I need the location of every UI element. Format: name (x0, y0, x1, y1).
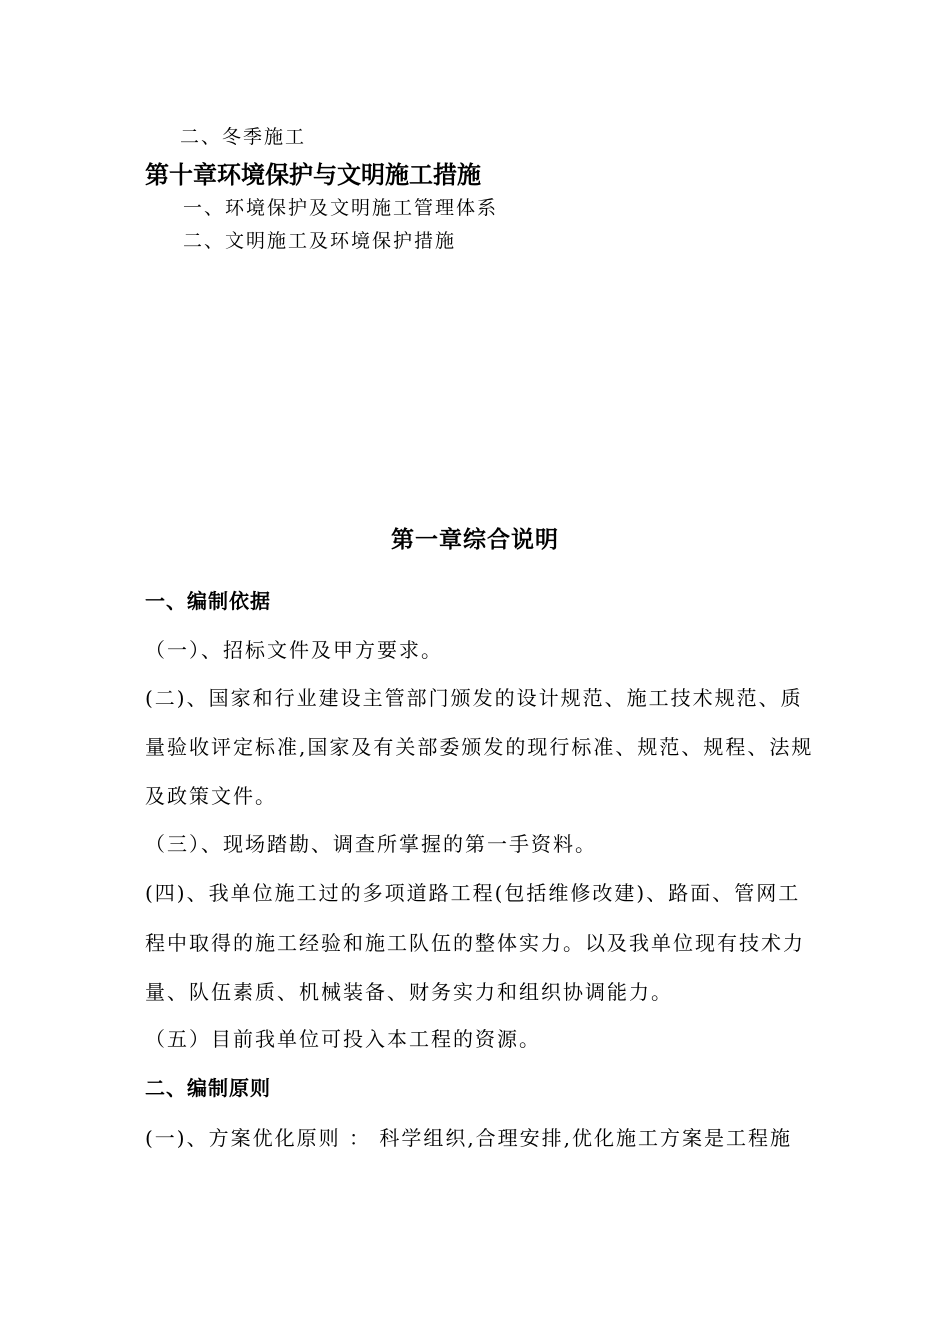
toc-chapter-10-item-1: 一、环境保护及文明施工管理体系 (183, 197, 499, 219)
toc-chapter-10: 第十章环境保护与文明施工措施 (145, 161, 481, 189)
toc-chapter-10-item-2: 二、文明施工及环境保护措施 (183, 230, 457, 252)
paragraph-basis-3: （三）、现场踏勘、调查所掌握的第一手资料。 (145, 832, 597, 856)
paragraph-principles-1-line-1: (一)、方案优化原则 ： 科学组织,合理安排,优化施工方案是工程施 (145, 1126, 793, 1150)
paragraph-basis-4-line-3: 量、队伍素质、机械装备、财务实力和组织协调能力。 (145, 980, 673, 1004)
chapter-title: 第一章综合说明 (391, 527, 559, 553)
section-heading-principles: 二、编制原则 (145, 1076, 271, 1100)
paragraph-basis-4-line-2: 程中取得的施工经验和施工队伍的整体实力。以及我单位现有技术力 (145, 931, 805, 955)
paragraph-basis-1: （一）、招标文件及甲方要求。 (145, 638, 443, 662)
paragraph-basis-4-line-1: (四)、我单位施工过的多项道路工程(包括维修改建)、路面、管网工 (145, 881, 801, 905)
paragraph-basis-2-line-1: (二)、国家和行业建设主管部门颁发的设计规范、施工技术规范、质 (145, 686, 803, 710)
paragraph-basis-2-line-2: 量验收评定标准,国家及有关部委颁发的现行标准、规范、规程、法规 (145, 735, 814, 759)
toc-item-winter-construction: 二、冬季施工 (180, 126, 307, 148)
section-heading-basis: 一、编制依据 (145, 589, 271, 613)
paragraph-basis-5: （五）目前我单位可投入本工程的资源。 (145, 1027, 541, 1051)
paragraph-basis-2-line-3: 及政策文件。 (145, 784, 277, 808)
